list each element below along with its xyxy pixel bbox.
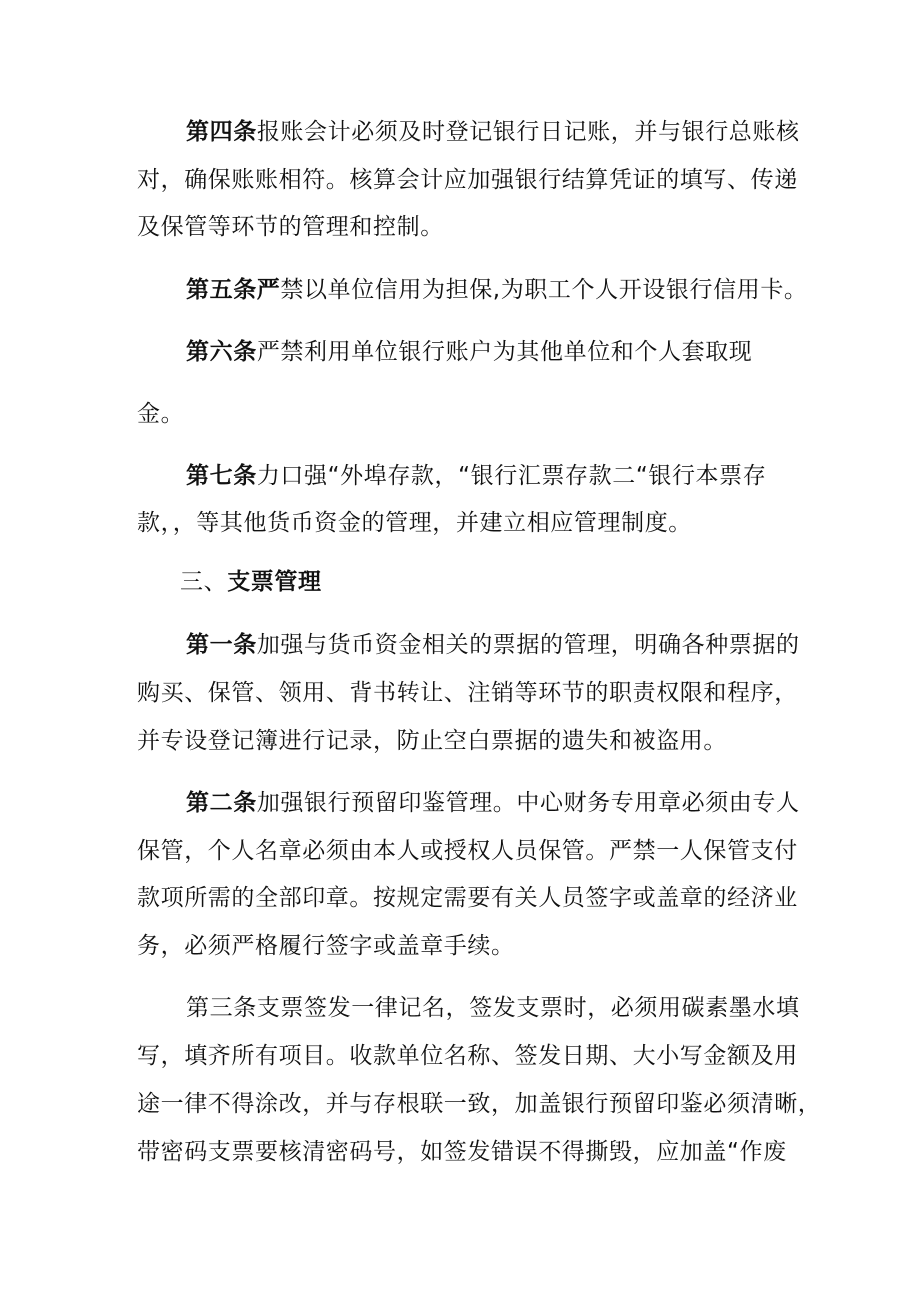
- check-article-2-line-3: 款项所需的全部印章。按规定需要有关人员签字或盖章的经济业: [137, 885, 798, 911]
- check-article-2-text: 加强银行预留印鉴管理。中心财务专用章必须由专人: [256, 790, 800, 816]
- article-6-line-1: [186, 337, 752, 367]
- article-4-line-3: 及保管等环节的管理和控制。: [137, 214, 444, 240]
- section-heading: [180, 567, 322, 597]
- check-article-2-line-1: [186, 788, 800, 818]
- article-6-text: 严禁利用单位银行账户为其他单位和个人套取现: [256, 339, 753, 365]
- article-4-line-2: 对，确保账账相符。核算会计应加强银行结算凭证的填写、传递: [137, 167, 798, 193]
- article-5-line-1: [186, 275, 808, 305]
- article-6-label: 第六条: [186, 339, 257, 365]
- check-article-3-line-4: 带密码支票要核清密码号，如签发错误不得撕毁，应加盖“作废: [137, 1139, 787, 1165]
- check-article-3-line-1: 第三条支票签发一律记名，签发支票时，必须用碳素墨水填: [186, 995, 800, 1021]
- check-article-1-line-3: 并专设登记簿进行记录，防止空白票据的遗失和被盗用。: [137, 728, 727, 754]
- section-prefix: 三、: [180, 569, 228, 595]
- check-article-3-line-2: 写，填齐所有项目。收款单位名称、签发日期、大小写金额及用: [137, 1043, 798, 1069]
- section-title: 支票管理: [227, 569, 322, 595]
- article-7-text: 力口强“外埠存款，“银行汇票存款二“银行本票存: [256, 463, 767, 489]
- check-article-1-label: 第一条: [186, 632, 257, 658]
- article-4-text: 报账会计必须及时登记银行日记账，并与银行总账核: [256, 119, 800, 145]
- check-article-3-line-3: 途一律不得涂改，并与存根联一致，加盖银行预留印鉴必须清晰，: [137, 1091, 822, 1117]
- article-7-label: 第七条: [186, 463, 257, 489]
- article-4-label: 第四条: [186, 119, 257, 145]
- article-5-text: 禁以单位信用为担保,为职工个人开设银行信用卡。: [280, 277, 808, 303]
- article-5-label: 第五条严: [186, 277, 281, 303]
- check-article-2-line-4: 务，必须严格履行签字或盖章手续。: [137, 933, 515, 959]
- check-article-1-line-1: [186, 630, 800, 660]
- check-article-2-line-2: 保管，个人名章必须由本人或授权人员保管。严禁一人保管支付: [137, 838, 798, 864]
- article-4-line-1: [186, 117, 800, 147]
- check-article-1-line-2: 购买、保管、领用、背书转让、注销等环节的职责权限和程序，: [137, 680, 798, 706]
- check-article-2-label: 第二条: [186, 790, 257, 816]
- article-6-line-2: 金。: [137, 401, 185, 427]
- article-7-line-2: 款，，等其他货币资金的管理，并建立相应管理制度。: [137, 510, 692, 536]
- article-7-line-1: [186, 461, 766, 491]
- check-article-1-text: 加强与货币资金相关的票据的管理，明确各种票据的: [256, 632, 800, 658]
